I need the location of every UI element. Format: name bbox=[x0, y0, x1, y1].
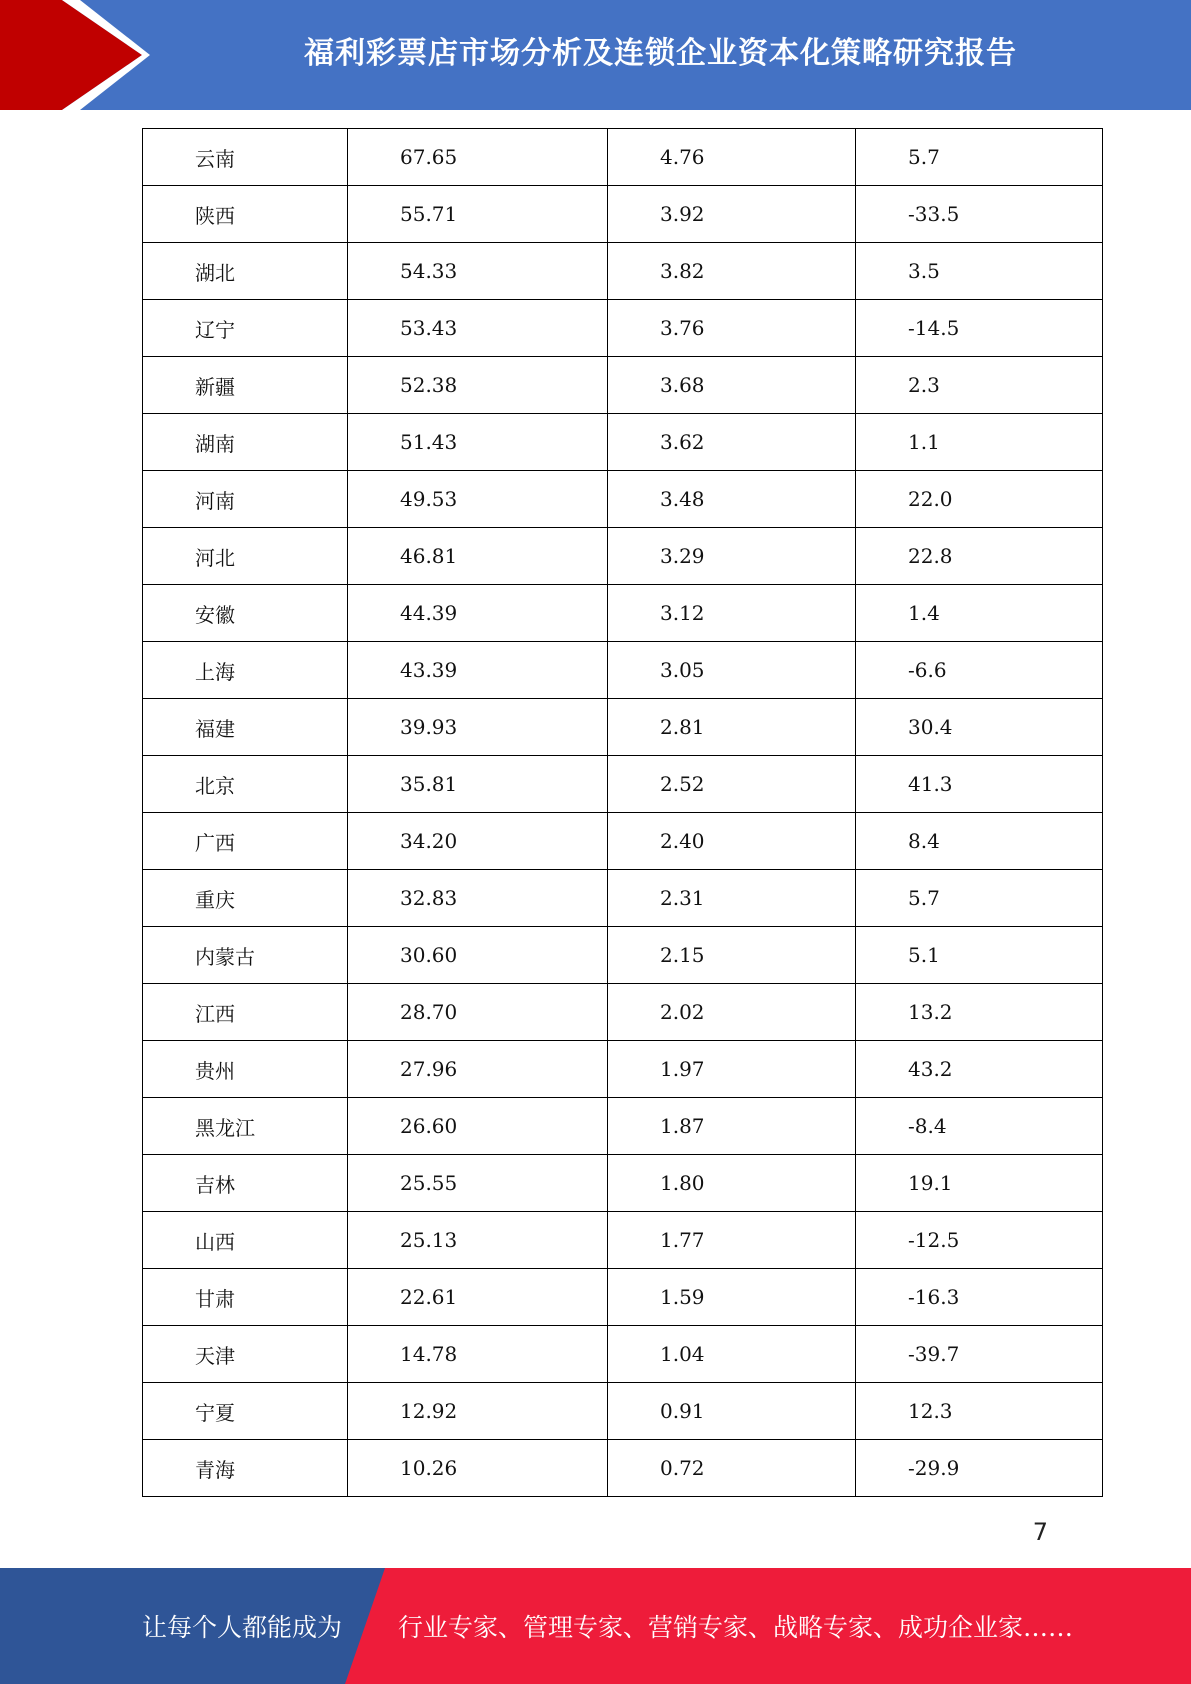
share-cell: 2.02 bbox=[608, 984, 856, 1041]
growth-cell: 3.5 bbox=[856, 243, 1103, 300]
growth-cell: -33.5 bbox=[856, 186, 1103, 243]
table-row bbox=[143, 699, 1103, 756]
share-cell: 1.59 bbox=[608, 1269, 856, 1326]
growth-cell: 5.1 bbox=[856, 927, 1103, 984]
growth-cell: -14.5 bbox=[856, 300, 1103, 357]
sales-cell: 10.26 bbox=[348, 1440, 608, 1497]
region-cell: 贵州 bbox=[143, 1041, 348, 1098]
table-row bbox=[143, 1440, 1103, 1497]
sales-cell: 49.53 bbox=[348, 471, 608, 528]
page-header bbox=[0, 0, 1191, 110]
table-row bbox=[143, 813, 1103, 870]
share-cell: 3.82 bbox=[608, 243, 856, 300]
table-row bbox=[143, 984, 1103, 1041]
table-row bbox=[143, 585, 1103, 642]
growth-cell: 43.2 bbox=[856, 1041, 1103, 1098]
table-row bbox=[143, 300, 1103, 357]
growth-cell: -39.7 bbox=[856, 1326, 1103, 1383]
table-row bbox=[143, 1155, 1103, 1212]
table-row bbox=[143, 870, 1103, 927]
region-cell: 福建 bbox=[143, 699, 348, 756]
growth-cell: 13.2 bbox=[856, 984, 1103, 1041]
sales-cell: 53.43 bbox=[348, 300, 608, 357]
region-cell: 吉林 bbox=[143, 1155, 348, 1212]
sales-cell: 44.39 bbox=[348, 585, 608, 642]
footer-slogan-left: 让每个人都能成为 bbox=[142, 1613, 343, 1642]
region-cell: 青海 bbox=[143, 1440, 348, 1497]
share-cell: 3.48 bbox=[608, 471, 856, 528]
sales-cell: 54.33 bbox=[348, 243, 608, 300]
share-cell: 2.52 bbox=[608, 756, 856, 813]
region-cell: 湖北 bbox=[143, 243, 348, 300]
growth-cell: 1.4 bbox=[856, 585, 1103, 642]
table-row bbox=[143, 1098, 1103, 1155]
growth-cell: 1.1 bbox=[856, 414, 1103, 471]
sales-cell: 30.60 bbox=[348, 927, 608, 984]
region-cell: 北京 bbox=[143, 756, 348, 813]
share-cell: 3.05 bbox=[608, 642, 856, 699]
sales-cell: 25.13 bbox=[348, 1212, 608, 1269]
table-row bbox=[143, 1383, 1103, 1440]
growth-cell: -8.4 bbox=[856, 1098, 1103, 1155]
share-cell: 4.76 bbox=[608, 129, 856, 186]
growth-cell: 8.4 bbox=[856, 813, 1103, 870]
growth-cell: 12.3 bbox=[856, 1383, 1103, 1440]
sales-cell: 14.78 bbox=[348, 1326, 608, 1383]
share-cell: 1.97 bbox=[608, 1041, 856, 1098]
table-row bbox=[143, 528, 1103, 585]
share-cell: 3.76 bbox=[608, 300, 856, 357]
region-cell: 湖南 bbox=[143, 414, 348, 471]
growth-cell: 5.7 bbox=[856, 129, 1103, 186]
share-cell: 2.15 bbox=[608, 927, 856, 984]
table-row bbox=[143, 243, 1103, 300]
region-cell: 江西 bbox=[143, 984, 348, 1041]
share-cell: 2.40 bbox=[608, 813, 856, 870]
growth-cell: -12.5 bbox=[856, 1212, 1103, 1269]
sales-cell: 27.96 bbox=[348, 1041, 608, 1098]
table-row bbox=[143, 756, 1103, 813]
share-cell: 0.91 bbox=[608, 1383, 856, 1440]
region-cell: 河南 bbox=[143, 471, 348, 528]
share-cell: 2.81 bbox=[608, 699, 856, 756]
share-cell: 3.29 bbox=[608, 528, 856, 585]
table-row bbox=[143, 642, 1103, 699]
province-data-table bbox=[142, 128, 1103, 1497]
growth-cell: -16.3 bbox=[856, 1269, 1103, 1326]
table-row bbox=[143, 1212, 1103, 1269]
sales-cell: 51.43 bbox=[348, 414, 608, 471]
sales-cell: 25.55 bbox=[348, 1155, 608, 1212]
region-cell: 上海 bbox=[143, 642, 348, 699]
region-cell: 安徽 bbox=[143, 585, 348, 642]
region-cell: 天津 bbox=[143, 1326, 348, 1383]
growth-cell: 19.1 bbox=[856, 1155, 1103, 1212]
growth-cell: 22.8 bbox=[856, 528, 1103, 585]
region-cell: 辽宁 bbox=[143, 300, 348, 357]
growth-cell: 5.7 bbox=[856, 870, 1103, 927]
table-body bbox=[143, 129, 1103, 1497]
share-cell: 0.72 bbox=[608, 1440, 856, 1497]
region-cell: 宁夏 bbox=[143, 1383, 348, 1440]
table-row bbox=[143, 129, 1103, 186]
table-row bbox=[143, 471, 1103, 528]
region-cell: 新疆 bbox=[143, 357, 348, 414]
sales-cell: 34.20 bbox=[348, 813, 608, 870]
region-cell: 云南 bbox=[143, 129, 348, 186]
table-row bbox=[143, 414, 1103, 471]
region-cell: 黑龙江 bbox=[143, 1098, 348, 1155]
region-cell: 广西 bbox=[143, 813, 348, 870]
share-cell: 1.80 bbox=[608, 1155, 856, 1212]
sales-cell: 39.93 bbox=[348, 699, 608, 756]
sales-cell: 35.81 bbox=[348, 756, 608, 813]
growth-cell: -6.6 bbox=[856, 642, 1103, 699]
table-row bbox=[143, 927, 1103, 984]
page-footer bbox=[0, 1568, 1191, 1684]
footer-slogan-right: 行业专家、管理专家、营销专家、战略专家、成功企业家…… bbox=[398, 1613, 1074, 1642]
share-cell: 1.77 bbox=[608, 1212, 856, 1269]
sales-cell: 22.61 bbox=[348, 1269, 608, 1326]
sales-cell: 67.65 bbox=[348, 129, 608, 186]
table-row bbox=[143, 1326, 1103, 1383]
table-row bbox=[143, 1041, 1103, 1098]
table-row bbox=[143, 186, 1103, 243]
sales-cell: 55.71 bbox=[348, 186, 608, 243]
region-cell: 内蒙古 bbox=[143, 927, 348, 984]
sales-cell: 46.81 bbox=[348, 528, 608, 585]
growth-cell: 22.0 bbox=[856, 471, 1103, 528]
share-cell: 3.12 bbox=[608, 585, 856, 642]
report-title: 福利彩票店市场分析及连锁企业资本化策略研究报告 bbox=[304, 36, 1017, 71]
region-cell: 重庆 bbox=[143, 870, 348, 927]
share-cell: 3.62 bbox=[608, 414, 856, 471]
share-cell: 3.92 bbox=[608, 186, 856, 243]
share-cell: 3.68 bbox=[608, 357, 856, 414]
sales-cell: 26.60 bbox=[348, 1098, 608, 1155]
sales-cell: 43.39 bbox=[348, 642, 608, 699]
table-row bbox=[143, 357, 1103, 414]
region-cell: 陕西 bbox=[143, 186, 348, 243]
share-cell: 2.31 bbox=[608, 870, 856, 927]
growth-cell: 2.3 bbox=[856, 357, 1103, 414]
sales-cell: 52.38 bbox=[348, 357, 608, 414]
page-number: 7 bbox=[1032, 1518, 1048, 1546]
sales-cell: 28.70 bbox=[348, 984, 608, 1041]
share-cell: 1.04 bbox=[608, 1326, 856, 1383]
sales-cell: 12.92 bbox=[348, 1383, 608, 1440]
growth-cell: 41.3 bbox=[856, 756, 1103, 813]
header-arrow-decoration bbox=[0, 0, 160, 110]
table-row bbox=[143, 1269, 1103, 1326]
growth-cell: 30.4 bbox=[856, 699, 1103, 756]
growth-cell: -29.9 bbox=[856, 1440, 1103, 1497]
region-cell: 山西 bbox=[143, 1212, 348, 1269]
region-cell: 河北 bbox=[143, 528, 348, 585]
region-cell: 甘肃 bbox=[143, 1269, 348, 1326]
share-cell: 1.87 bbox=[608, 1098, 856, 1155]
sales-cell: 32.83 bbox=[348, 870, 608, 927]
